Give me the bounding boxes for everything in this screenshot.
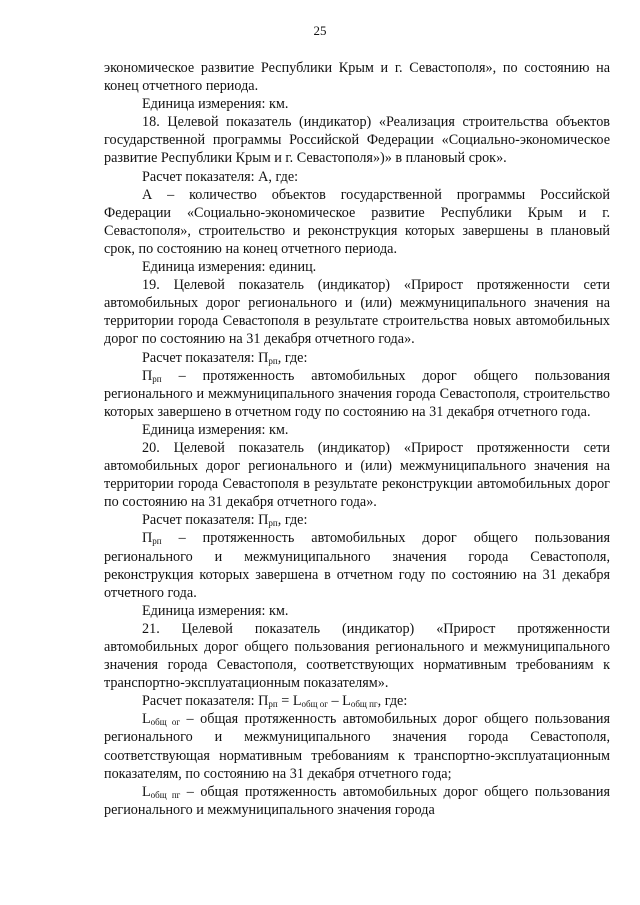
- text-run: – L: [327, 693, 351, 710]
- paragraph: Единица измерения: км.: [142, 421, 289, 438]
- text-run: Расчет показателя: П: [142, 693, 269, 710]
- paragraph: [104, 692, 610, 710]
- paragraph: Единица измерения: км.: [142, 96, 289, 113]
- text-run: – протяженность автомобильных дорог общего пользования регионального и межмуниципального значения города Севастополя, строительство которых завершено в отчетном году по состоянию на 31 декабря отчетного года.: [104, 367, 610, 420]
- paragraph: Единица измерения: единиц.: [142, 259, 317, 276]
- subscript: общ пг: [150, 789, 181, 800]
- paragraph: 21. Целевой показатель (индикатор) «Прирост протяженности автомобильных дорог общего пользования регионального и межмуниципального значения города Севастополя, соответствующих нормативным требованиям к транспортно-эксплуатационным показателям».: [104, 620, 610, 692]
- text-run: П: [142, 367, 153, 384]
- paragraph: 19. Целевой показатель (индикатор) «Прирост протяженности сети автомобильных дорог регионального и (или) межмуниципального значения на территории города Севастополя в результате строительства новых автомобильных дорог по состоянию на 31 декабря отчетного года».: [104, 277, 610, 348]
- document-body: [104, 59, 610, 819]
- paragraph: [104, 529, 610, 601]
- subscript: рп: [152, 373, 162, 384]
- text-run: – общая протяженность автомобильных дорог общего пользования регионального и межмуниципального значения города: [104, 783, 610, 818]
- text-run: Расчет показателя: П: [142, 349, 269, 366]
- text-run: Расчет показателя: П: [142, 512, 269, 529]
- text-run: , где:: [377, 693, 408, 710]
- paragraph: Расчет показателя: А, где:: [142, 168, 299, 185]
- text-run: – общая протяженность автомобильных дорог общего пользования регионального и межмуниципального значения города Севастополя, соответствующая нормативным требованиям к транспортно-эксплуатационным показателям, по состоянию на 31 декабря отчетного года;: [104, 711, 610, 782]
- paragraph: экономическое развитие Республики Крым и г. Севастополя», по состоянию на конец отчетного периода.: [104, 60, 610, 95]
- subscript: общ ог: [301, 699, 328, 710]
- paragraph: [104, 349, 610, 367]
- text-run: L: [142, 711, 151, 728]
- subscript: рп: [268, 518, 278, 529]
- paragraph: Единица измерения: км.: [142, 602, 289, 619]
- subscript: общ пг: [350, 699, 378, 710]
- subscript: рп: [152, 536, 162, 547]
- text-run: – протяженность автомобильных дорог общего пользования регионального и межмуниципального значения города Севастополя, реконструкция которых завершена в отчетном году по состоянию на 31 декабря отчетного года.: [104, 530, 610, 601]
- text-run: П: [142, 530, 153, 547]
- paragraph: [104, 783, 610, 819]
- subscript: рп: [268, 355, 278, 366]
- subscript: общ ог: [150, 717, 181, 728]
- paragraph: А – количество объектов государственной программы Российской Федерации «Социально-экономическое развитие Республики Крым и г. Севастополя», строительство и реконструкция которых завершены в плановый срок, по состоянию на конец отчетного периода.: [104, 186, 610, 257]
- text-run: L: [142, 783, 151, 800]
- text-run: , где:: [277, 349, 308, 366]
- paragraph: [104, 367, 610, 421]
- paragraph: 18. Целевой показатель (индикатор) «Реализация строительства объектов государственной программы Российской Федерации «Социально-экономическое развитие Республики Крым и г. Севастополя»)» в плановый срок».: [104, 114, 610, 167]
- paragraph: [104, 511, 610, 529]
- subscript: рп: [268, 699, 278, 710]
- paragraph: 20. Целевой показатель (индикатор) «Прирост протяженности сети автомобильных дорог регионального и (или) межмуниципального значения на территории города Севастополя в результате реконструкции автомобильных дорог по состоянию на 31 декабря отчетного года».: [104, 439, 610, 511]
- text-run: , где:: [277, 512, 308, 529]
- paragraph: [104, 710, 610, 782]
- text-run: = L: [277, 693, 302, 710]
- page-number: 25: [313, 23, 327, 38]
